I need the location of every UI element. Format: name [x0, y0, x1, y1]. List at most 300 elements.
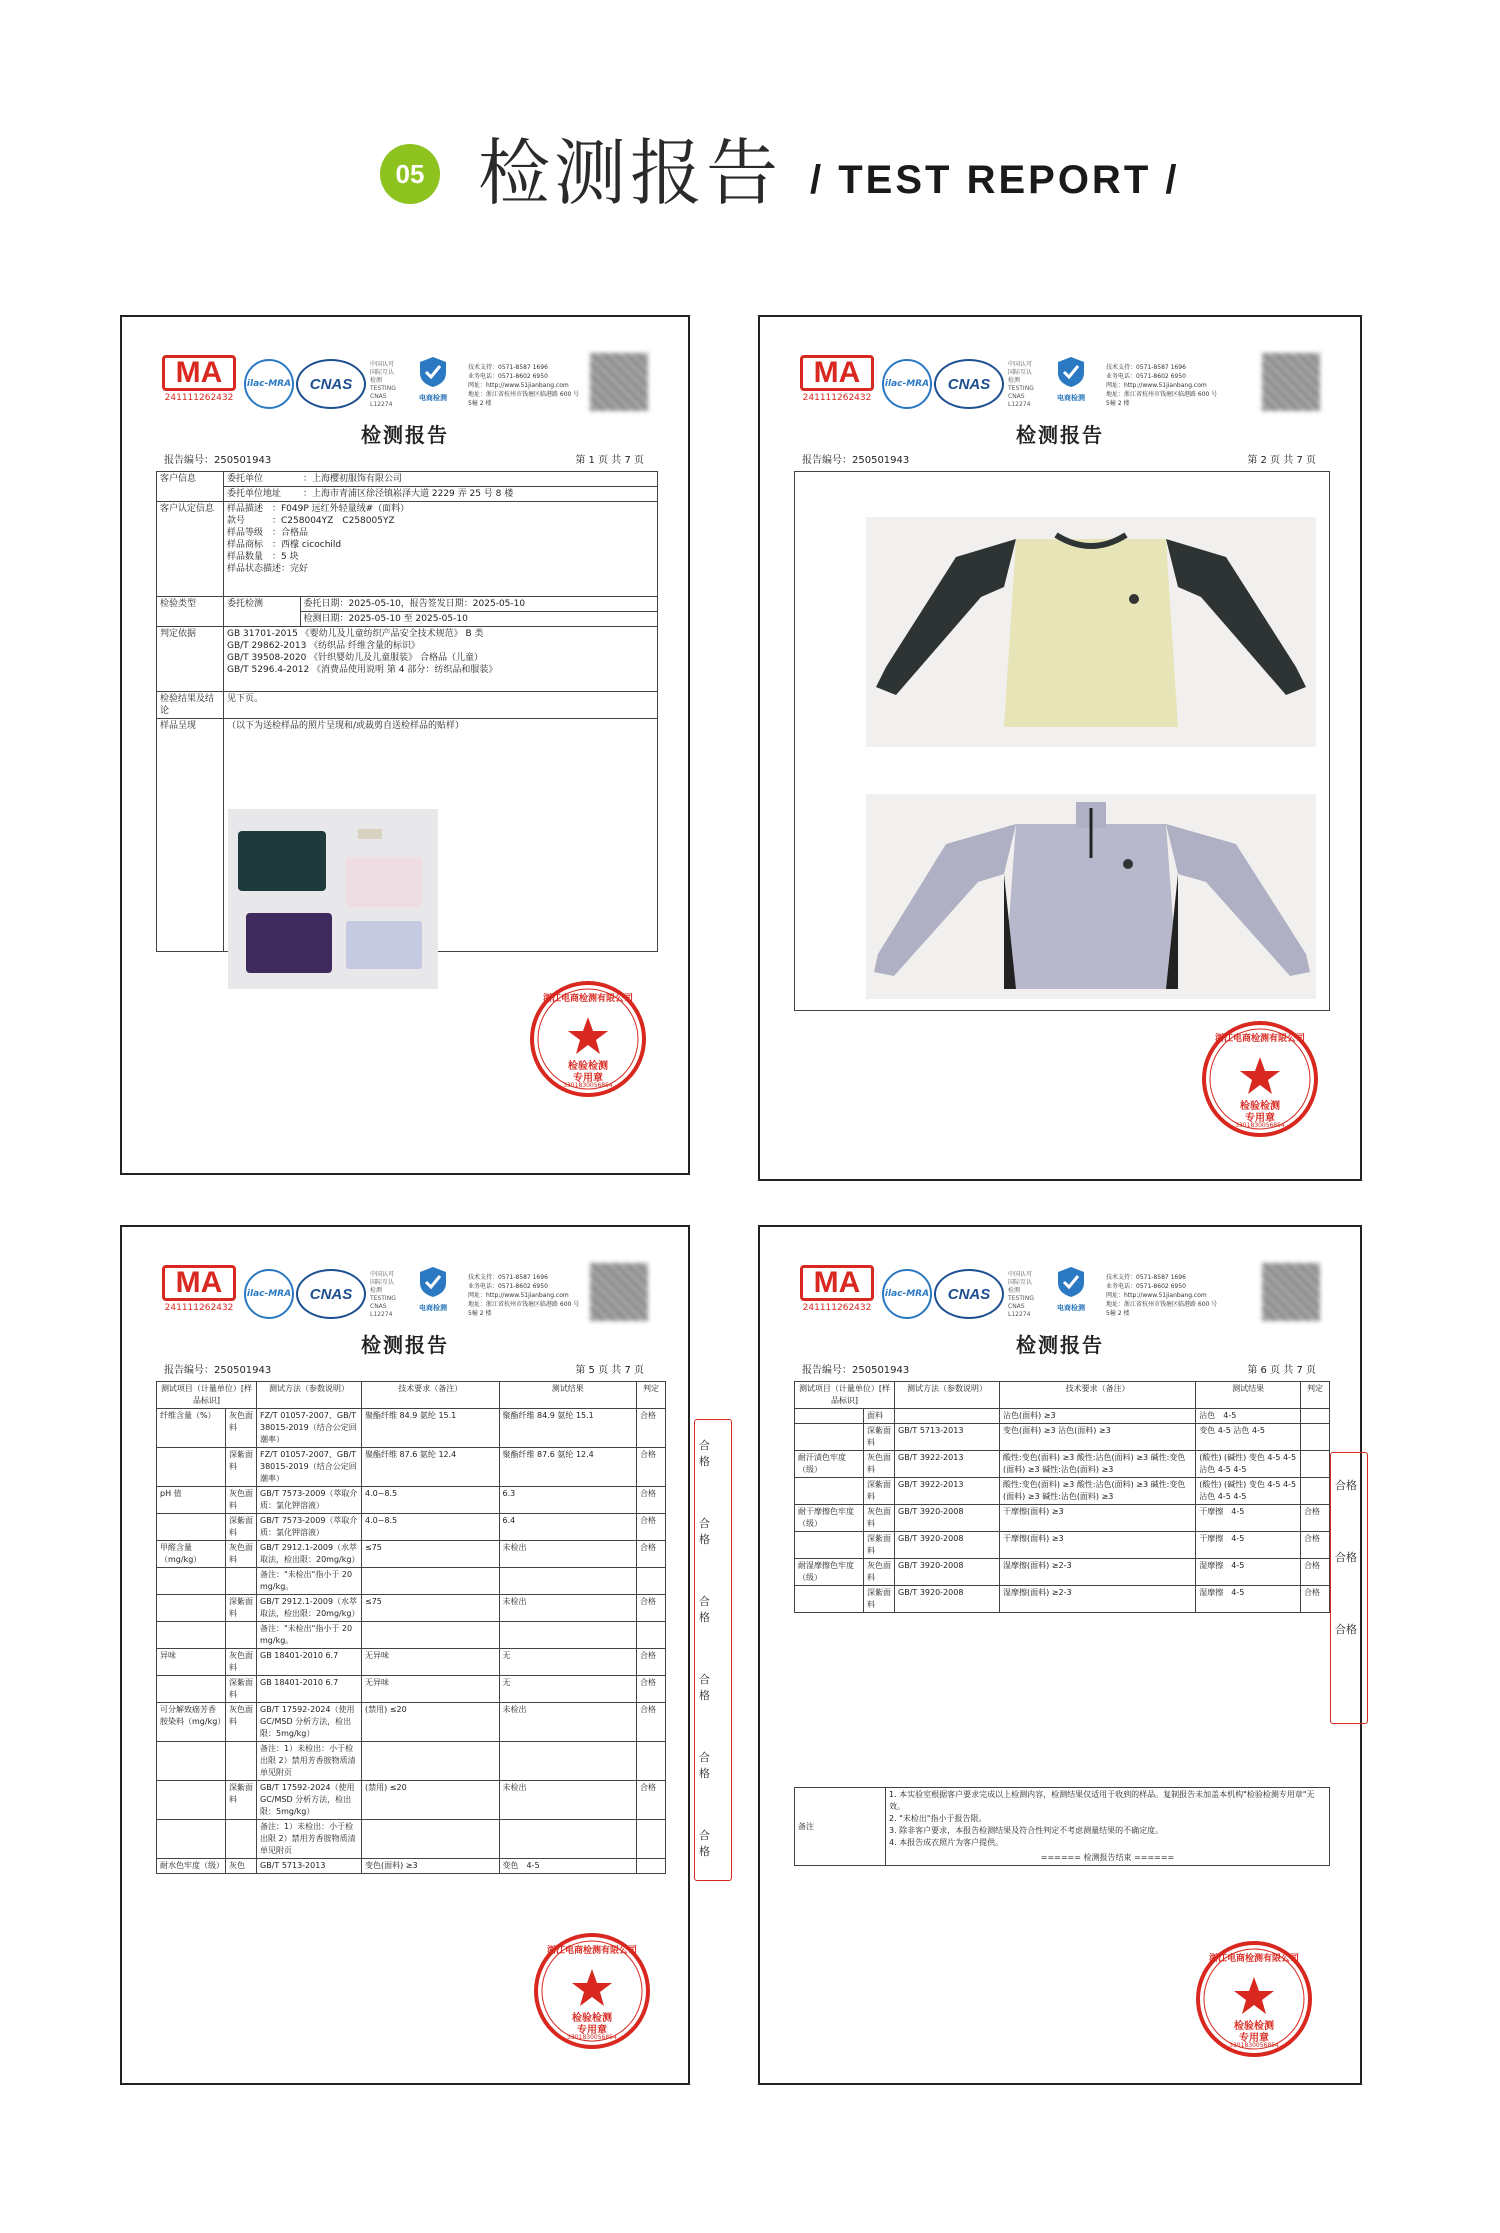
report-number: 报告编号：250501943 — [802, 1365, 910, 1376]
accreditation-text: 中国认可 国际互认 检测 TESTING CNAS L12274 — [1008, 1271, 1034, 1318]
table-cell: 聚酯纤维 84.9 氨纶 15.1 — [499, 1409, 637, 1448]
table-cell: 合格 — [637, 1448, 666, 1487]
table-cell: 深紫面料 — [864, 1424, 895, 1451]
report-number: 报告编号：250501943 — [802, 455, 910, 466]
table-cell: 灰色面料 — [864, 1505, 895, 1532]
table-cell: 沾色 4-5 — [1196, 1409, 1301, 1424]
stamp-label: 检验检测 — [568, 1061, 608, 1072]
page-logos — [794, 1263, 1326, 1323]
table-cell: 未检出 — [499, 1541, 637, 1568]
ilac-mra-logo: ilac-MRA — [882, 1269, 932, 1319]
stamp-code: 3301830056854 — [1235, 1122, 1285, 1129]
table-cell: 无异味 — [362, 1649, 500, 1676]
table-cell: 纤维含量（%） — [157, 1409, 226, 1448]
report-page-1 — [120, 315, 690, 1175]
shield-check-icon — [418, 355, 448, 389]
shield-check-icon — [1056, 355, 1086, 389]
table-cell — [499, 1742, 637, 1781]
table-cell: 甲醛含量（mg/kg） — [157, 1541, 226, 1568]
table-cell: (禁用) ≤20 — [362, 1703, 500, 1742]
cma-mark: MA — [800, 355, 874, 391]
field-value: 委托日期：2025-05-10，报告签发日期：2025-05-10 — [300, 597, 658, 612]
row-label: 检验类型 — [157, 597, 224, 627]
table-cell: 深紫面料 — [226, 1676, 257, 1703]
table-row — [157, 1541, 666, 1568]
column-header: 测试项目（计量单位）[样品标识] — [795, 1382, 895, 1409]
garment-illustration — [866, 517, 1316, 747]
page-content — [156, 1249, 659, 2061]
table-cell — [226, 1568, 257, 1595]
ecom-testing-logo — [1048, 1265, 1094, 1321]
page-counter: 第 1 页 共 7 页 — [575, 455, 644, 466]
cma-logo — [800, 1265, 874, 1323]
table-cell — [157, 1568, 226, 1595]
table-cell: 变色(面料) ≥3 — [362, 1859, 500, 1874]
table-cell: FZ/T 01057-2007、GB/T 38015-2019（结合公定回潮率） — [257, 1448, 362, 1487]
report-title: 检测报告 — [361, 1333, 449, 1357]
table-row — [157, 692, 658, 719]
table-row — [795, 1424, 1330, 1451]
notes-table — [794, 1787, 1330, 1866]
accreditation-text: 中国认可 国际互认 检测 TESTING CNAS L12274 — [370, 1271, 396, 1318]
swatch-pink — [346, 857, 422, 907]
report-meta — [156, 1361, 654, 1375]
cnas-logo: CNAS — [296, 1269, 366, 1319]
page-counter: 第 5 页 共 7 页 — [575, 1365, 644, 1376]
official-stamp — [528, 979, 648, 1099]
report-page-5 — [120, 1225, 710, 2085]
report-page-6 — [758, 1225, 1362, 2085]
page-counter: 第 6 页 共 7 页 — [1247, 1365, 1316, 1376]
table-row — [157, 1859, 666, 1874]
table-cell: GB/T 17592-2024（使用 GC/MSD 分析方法，检出限：5mg/kg） — [257, 1703, 362, 1742]
table-row — [157, 487, 658, 502]
table-cell: GB/T 2912.1-2009（水萃取法，检出限：20mg/kg） — [257, 1595, 362, 1622]
column-header: 测试结果 — [1196, 1382, 1301, 1409]
table-cell: (酸性) (碱性) 变色 4-5 4-5 沾色 4-5 4-5 — [1196, 1478, 1301, 1505]
table-cell: 灰色面料 — [226, 1649, 257, 1676]
table-cell: 变色 4-5 沾色 4-5 — [1196, 1424, 1301, 1451]
table-cell — [362, 1742, 500, 1781]
table-row — [157, 1649, 666, 1676]
notes-content — [886, 1788, 1330, 1866]
page-counter: 第 2 页 共 7 页 — [1247, 455, 1316, 466]
table-cell: 聚酯纤维 87.6 氨纶 12.4 — [362, 1448, 500, 1487]
verdict-label: 合格 — [699, 1673, 710, 1702]
ecom-testing-logo — [1048, 355, 1094, 411]
table-cell: 灰色面料 — [226, 1487, 257, 1514]
table-cell: 灰色面料 — [864, 1451, 895, 1478]
sample-info — [224, 502, 658, 597]
basis-list — [224, 627, 658, 692]
ecom-label: 电商检测 — [419, 1304, 447, 1312]
table-cell: 变色(面料) ≥3 沾色(面料) ≥3 — [1000, 1424, 1196, 1451]
table-cell: 可分解致癌芳香胺染料（mg/kg） — [157, 1703, 226, 1742]
table-cell — [895, 1409, 1000, 1424]
ecom-testing-logo — [410, 1265, 456, 1321]
table-cell: GB 18401-2010 6.7 — [257, 1649, 362, 1676]
table-cell: 无 — [499, 1649, 637, 1676]
table-cell: GB/T 3922-2013 — [895, 1478, 1000, 1505]
cma-logo — [162, 1265, 236, 1323]
table-cell: 灰色面料 — [864, 1559, 895, 1586]
table-row — [157, 1595, 666, 1622]
accreditation-text: 中国认可 国际互认 检测 TESTING CNAS L12274 — [370, 361, 396, 408]
table-cell: 备注：1）未检出：小于检出限 2）禁用芳香胺物质清单见附页 — [257, 1742, 362, 1781]
table-cell: 备注："未检出"指小于 20 mg/kg。 — [257, 1568, 362, 1595]
table-row — [157, 1568, 666, 1595]
table-row — [157, 502, 658, 597]
table-row — [157, 1448, 666, 1487]
row-label: 客户认定信息 — [157, 502, 224, 597]
field-value: ：上海市青浦区徐泾镇崧泽大道 2229 弄 25 号 8 楼 — [300, 487, 658, 502]
stamp-label: 检验检测 — [1240, 1101, 1280, 1112]
cma-mark: MA — [162, 355, 236, 391]
official-stamp — [1200, 1019, 1320, 1139]
table-cell — [1301, 1424, 1330, 1451]
table-cell: 湿摩擦 4-5 — [1196, 1559, 1301, 1586]
table-cell: 干摩擦 4-5 — [1196, 1532, 1301, 1559]
cma-code: 241111262432 — [802, 1303, 872, 1313]
table-cell: GB/T 2912.1-2009（水萃取法，检出限：20mg/kg） — [257, 1541, 362, 1568]
table-cell: 湿摩擦 4-5 — [1196, 1586, 1301, 1613]
stamp-sublabel: 专用章 — [1245, 1113, 1275, 1124]
page-content — [156, 339, 654, 1151]
stamp-sublabel: 专用章 — [573, 1073, 603, 1084]
section-title: 检测报告 — [478, 131, 783, 215]
table-cell: 未检出 — [499, 1595, 637, 1622]
table-cell: 合格 — [637, 1541, 666, 1568]
table-cell: 无 — [499, 1676, 637, 1703]
basis-line: GB/T 29862-2013 《纺织品 纤维含量的标识》 — [227, 641, 421, 651]
stamp-code: 3301830056854 — [563, 1082, 613, 1089]
row-label: 样品呈现 — [157, 719, 224, 952]
table-cell — [499, 1622, 637, 1649]
contact-info: 技术支持：0571-8587 1696 业务电话：0571-8602 6950 网址：http://www.51jianbang.com 地址：浙江省杭州市钱塘区临港路 600 号 5幢 2 楼 — [1106, 1274, 1218, 1317]
basis-line: GB/T 5296.4-2012 《消费品使用说明 第 4 部分：纺织品和服装》 — [227, 665, 498, 675]
table-cell: GB/T 5713-2013 — [257, 1859, 362, 1874]
table-cell: 深紫面料 — [226, 1514, 257, 1541]
table-cell: 备注："未检出"指小于 20 mg/kg。 — [257, 1622, 362, 1649]
table-cell: 酸性:变色(面料) ≥3 酸性:沾色(面料) ≥3 碱性:变色(面料) ≥3 碱性:沾色(面料) ≥3 — [1000, 1478, 1196, 1505]
table-cell — [362, 1622, 500, 1649]
garment-illustration — [866, 794, 1316, 999]
verdict-label: 合格 — [699, 1595, 710, 1624]
table-cell — [362, 1568, 500, 1595]
garment-photo-lavender-pullover — [866, 794, 1316, 999]
contact-info: 技术支持：0571-8587 1696 业务电话：0571-8602 6950 网址：http://www.51jianbang.com 地址：浙江省杭州市钱塘区临港路 600 号 5幢 2 楼 — [468, 1274, 580, 1317]
report-title: 检测报告 — [361, 423, 449, 447]
qr-code — [1262, 1263, 1320, 1321]
cma-code: 241111262432 — [164, 393, 234, 403]
table-cell: GB/T 3920-2008 — [895, 1532, 1000, 1559]
table-cell: 未检出 — [499, 1781, 637, 1820]
table-cell: GB/T 3922-2013 — [895, 1451, 1000, 1478]
report-number: 报告编号：250501943 — [164, 455, 272, 466]
conclusion: 见下页。 — [224, 692, 658, 719]
table-cell: ≤75 — [362, 1541, 500, 1568]
ecom-testing-logo — [410, 355, 456, 411]
table-row — [157, 1742, 666, 1781]
qr-code — [590, 1263, 648, 1321]
table-row — [157, 1487, 666, 1514]
table-cell: 合格 — [1301, 1532, 1330, 1559]
table-cell — [226, 1622, 257, 1649]
table-cell: 耐汗渍色牢度（级） — [795, 1451, 864, 1478]
stamp-label: 检验检测 — [1234, 2021, 1274, 2032]
table-cell: 合格 — [637, 1595, 666, 1622]
table-cell: 异味 — [157, 1649, 226, 1676]
cma-code: 241111262432 — [802, 393, 872, 403]
field-value: ：上海樱初服饰有限公司 — [300, 472, 658, 487]
table-cell: 备注：1）未检出：小于检出限 2）禁用芳香胺物质清单见附页 — [257, 1820, 362, 1859]
column-header: 判定 — [1301, 1382, 1330, 1409]
stamp-sublabel: 专用章 — [577, 2025, 607, 2036]
stamp-name: 浙江电商检测有限公司 — [1208, 1954, 1299, 1964]
table-row — [157, 627, 658, 692]
table-cell: pH 值 — [157, 1487, 226, 1514]
table-cell: 深紫面料 — [864, 1586, 895, 1613]
garment-photo-cream-raglan — [866, 517, 1316, 747]
swatch-purple — [246, 913, 332, 973]
table-row — [157, 1622, 666, 1649]
cma-mark: MA — [800, 1265, 874, 1301]
table-cell — [1301, 1451, 1330, 1478]
fabric-swatches-photo — [228, 809, 438, 989]
table-cell: GB/T 7573-2009（萃取介质：氯化钾溶液） — [257, 1514, 362, 1541]
table-row — [795, 1788, 1330, 1866]
column-header: 技术要求（备注） — [362, 1382, 500, 1409]
table-row — [795, 1532, 1330, 1559]
table-row — [157, 1703, 666, 1742]
field-key: 委托单位 — [224, 472, 301, 487]
verdict-label: 合格 — [699, 1517, 710, 1546]
table-cell: 6.3 — [499, 1487, 637, 1514]
table-cell: 合格 — [637, 1487, 666, 1514]
table-cell: GB/T 3920-2008 — [895, 1505, 1000, 1532]
table-cell: 灰色面料 — [226, 1703, 257, 1742]
table-cell — [637, 1622, 666, 1649]
column-header: 测试方法（参数说明） — [257, 1382, 362, 1409]
table-cell: 合格 — [637, 1703, 666, 1742]
table-row — [157, 472, 658, 487]
swatch-dark-green — [238, 831, 326, 891]
result-bracket — [694, 1419, 732, 1881]
table-cell: (酸性) (碱性) 变色 4-5 4-5 沾色 4-5 4-5 — [1196, 1451, 1301, 1478]
table-cell — [362, 1820, 500, 1859]
cma-code: 241111262432 — [164, 1303, 234, 1313]
table-cell: 酸性:变色(面料) ≥3 酸性:沾色(面料) ≥3 碱性:变色(面料) ≥3 碱性:沾色(面料) ≥3 — [1000, 1451, 1196, 1478]
table-cell: 灰色面料 — [226, 1541, 257, 1568]
cnas-logo: CNAS — [296, 359, 366, 409]
table-row — [157, 1409, 666, 1448]
table-cell: 耐湿摩擦色牢度（级） — [795, 1559, 864, 1586]
basis-line: GB/T 39508-2020 《针织婴幼儿及儿童服装》 合格品（儿童） — [227, 653, 484, 663]
page-logos — [794, 353, 1326, 413]
table-row — [795, 1451, 1330, 1478]
note-line: 3. 除非客户要求，本报告检测结果及符合性判定不考虑测量结果的不确定度。 — [889, 1826, 1164, 1835]
column-header: 测试项目（计量单位）[样品标识] — [157, 1382, 257, 1409]
test-results-table — [156, 1381, 666, 1874]
official-stamp — [532, 1931, 652, 2051]
table-cell — [795, 1478, 864, 1505]
sample-line: 样品状态描述：完好 — [227, 564, 309, 574]
table-cell — [157, 1595, 226, 1622]
ecom-label: 电商检测 — [419, 394, 447, 402]
page-logos — [156, 1263, 654, 1323]
stamp-code: 3301830056854 — [1229, 2042, 1279, 2049]
sample-line: 样品描述 ：F049P 远红外轻量绒#（面料） — [227, 504, 410, 514]
report-meta — [794, 1361, 1326, 1375]
table-cell: 耐干摩擦色牢度（级） — [795, 1505, 864, 1532]
report-page-2 — [758, 315, 1362, 1181]
report-title: 检测报告 — [1016, 423, 1104, 447]
table-cell — [157, 1742, 226, 1781]
table-cell: 沾色(面料) ≥3 — [1000, 1409, 1196, 1424]
sample-line: 款号 ：C258004YZ C258005YZ — [227, 516, 395, 526]
table-cell — [226, 1820, 257, 1859]
table-cell: 湿摩擦(面料) ≥2-3 — [1000, 1559, 1196, 1586]
swatch-lavender — [346, 921, 422, 969]
qr-code — [590, 353, 648, 411]
shield-check-icon — [418, 1265, 448, 1299]
table-cell: GB/T 3920-2008 — [895, 1559, 1000, 1586]
table-cell — [499, 1568, 637, 1595]
table-cell — [637, 1568, 666, 1595]
table-row — [157, 1781, 666, 1820]
verdict-label: 合格 — [1335, 1551, 1357, 1564]
ilac-mra-logo: ilac-MRA — [882, 359, 932, 409]
table-cell: 耐水色牢度（级） — [157, 1859, 226, 1874]
official-stamp — [1194, 1939, 1314, 2059]
swatch-label — [358, 829, 382, 839]
report-meta — [156, 451, 654, 465]
table-cell: 合格 — [1301, 1505, 1330, 1532]
contact-info: 技术支持：0571-8587 1696 业务电话：0571-8602 6950 网址：http://www.51jianbang.com 地址：浙江省杭州市钱塘区临港路 600 号 5幢 2 楼 — [1106, 364, 1218, 407]
note-line: 4. 本报告成衣照片为客户提供。 — [889, 1838, 1004, 1847]
table-row — [795, 1505, 1330, 1532]
ecom-label: 电商检测 — [1057, 394, 1085, 402]
row-label: 检验结果及结论 — [157, 692, 224, 719]
stamp-name: 浙江电商检测有限公司 — [1214, 1034, 1305, 1044]
table-cell: (禁用) ≤20 — [362, 1781, 500, 1820]
verdict-label: 合格 — [1335, 1479, 1357, 1492]
table-header-row — [795, 1382, 1330, 1409]
table-cell: 合格 — [637, 1781, 666, 1820]
table-header-row — [157, 1382, 666, 1409]
section-number-badge: 05 — [380, 144, 440, 204]
test-results-table — [794, 1381, 1330, 1613]
ilac-mra-logo: ilac-MRA — [244, 1269, 294, 1319]
cma-mark: MA — [162, 1265, 236, 1301]
table-cell — [1301, 1409, 1330, 1424]
notes-label: 备注 — [795, 1788, 886, 1866]
table-cell: 4.0~8.5 — [362, 1514, 500, 1541]
table-cell: 合格 — [1301, 1586, 1330, 1613]
table-cell: FZ/T 01057-2007、GB/T 38015-2019（结合公定回潮率） — [257, 1409, 362, 1448]
table-cell — [157, 1514, 226, 1541]
stamp-name: 浙江电商检测有限公司 — [546, 1946, 637, 1956]
table-cell: 聚酯纤维 84.9 氨纶 15.1 — [362, 1409, 500, 1448]
table-cell — [637, 1859, 666, 1874]
table-cell — [157, 1676, 226, 1703]
verdict-label: 合格 — [1335, 1623, 1357, 1636]
table-row — [795, 1559, 1330, 1586]
report-meta — [794, 451, 1326, 465]
table-row — [157, 1676, 666, 1703]
stamp-name: 浙江电商检测有限公司 — [542, 994, 633, 1004]
table-row — [795, 1586, 1330, 1613]
ilac-mra-logo: ilac-MRA — [244, 359, 294, 409]
table-cell — [157, 1622, 226, 1649]
table-cell: 干摩擦(面料) ≥3 — [1000, 1505, 1196, 1532]
table-cell: 合格 — [637, 1676, 666, 1703]
section-title-en: / TEST REPORT / — [810, 158, 1180, 202]
ecom-label: 电商检测 — [1057, 1304, 1085, 1312]
table-cell: 深紫面料 — [226, 1781, 257, 1820]
field-key: 委托检测 — [224, 597, 301, 627]
table-cell — [637, 1820, 666, 1859]
stamp-sublabel: 专用章 — [1239, 2033, 1269, 2044]
sample-line: 样品等级 ：合格品 — [227, 528, 309, 538]
sample-line: 样品数量 ：5 块 — [227, 552, 299, 562]
qr-code — [1262, 353, 1320, 411]
cnas-logo: CNAS — [934, 359, 1004, 409]
table-cell — [795, 1424, 864, 1451]
accreditation-text: 中国认可 国际互认 检测 TESTING CNAS L12274 — [1008, 361, 1034, 408]
page-content — [794, 1249, 1326, 2061]
table-cell: 合格 — [637, 1514, 666, 1541]
report-number: 报告编号：250501943 — [164, 1365, 272, 1376]
table-cell — [157, 1448, 226, 1487]
table-cell: 灰色面料 — [226, 1409, 257, 1448]
row-label: 客户信息 — [157, 472, 224, 502]
verdict-label: 合格 — [699, 1439, 710, 1468]
table-cell: 4.0~8.5 — [362, 1487, 500, 1514]
table-cell: 面料 — [864, 1409, 895, 1424]
table-cell: GB/T 7573-2009（萃取介质：氯化钾溶液） — [257, 1487, 362, 1514]
table-cell: 深紫面料 — [864, 1478, 895, 1505]
table-cell — [795, 1532, 864, 1559]
table-cell: 灰色 — [226, 1859, 257, 1874]
field-key: 委托单位地址 — [224, 487, 301, 502]
table-row — [157, 597, 658, 612]
note-line: 1. 本实验室根据客户要求完成以上检测内容，检测结果仅适用于收到的样品。复制报告未加盖本机构"检验检测专用章"无效。 — [889, 1790, 1315, 1811]
report-end-marker: ====== 检测报告结束 ====== — [1040, 1853, 1175, 1862]
table-cell: 深紫面料 — [864, 1532, 895, 1559]
table-row — [795, 1478, 1330, 1505]
table-cell: 合格 — [637, 1649, 666, 1676]
table-cell: GB/T 3920-2008 — [895, 1586, 1000, 1613]
table-cell — [157, 1820, 226, 1859]
table-cell — [795, 1586, 864, 1613]
sample-line: 样品商标 ：西檬 cicochild — [227, 540, 342, 550]
verdict-label: 合格 — [699, 1751, 710, 1780]
table-cell: 变色 4-5 — [499, 1859, 637, 1874]
table-cell: ≤75 — [362, 1595, 500, 1622]
table-cell: 6.4 — [499, 1514, 637, 1541]
table-cell: 干摩擦(面料) ≥3 — [1000, 1532, 1196, 1559]
table-cell — [637, 1742, 666, 1781]
table-row — [157, 1514, 666, 1541]
table-cell: 湿摩擦(面料) ≥2-3 — [1000, 1586, 1196, 1613]
column-header: 技术要求（备注） — [1000, 1382, 1196, 1409]
table-cell: GB/T 17592-2024（使用 GC/MSD 分析方法，检出限：5mg/kg） — [257, 1781, 362, 1820]
contact-info: 技术支持：0571-8587 1696 业务电话：0571-8602 6950 网址：http://www.51jianbang.com 地址：浙江省杭州市钱塘区临港路 600 号 5幢 2 楼 — [468, 364, 580, 407]
basis-line: GB 31701-2015 《婴幼儿及儿童纺织产品安全技术规范》 B 类 — [227, 629, 484, 639]
stamp-label: 检验检测 — [572, 2013, 612, 2024]
cnas-logo: CNAS — [934, 1269, 1004, 1319]
